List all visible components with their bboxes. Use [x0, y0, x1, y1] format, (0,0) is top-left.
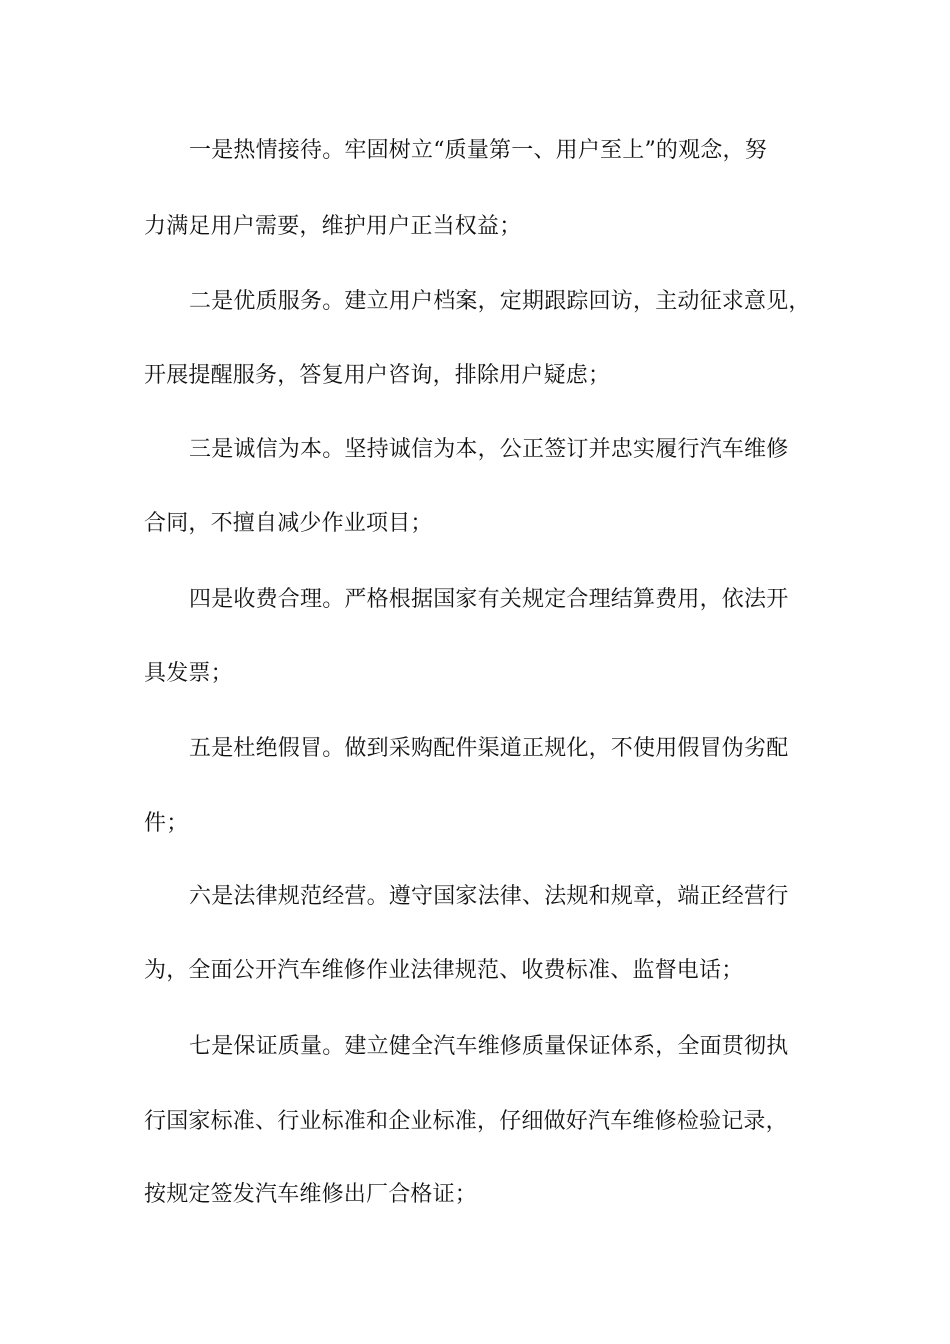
paragraph-6-line-1: 六是法律规范经营。遵守国家法律、法规和规章，端正经营行 [189, 884, 789, 909]
paragraph-4-line-2: 具发票； [144, 661, 233, 686]
paragraph-5-line-1: 五是杜绝假冒。做到采购配件渠道正规化，不使用假冒伪劣配 [189, 736, 789, 761]
paragraph-1-line-2: 力满足用户需要，维护用户正当权益； [144, 214, 522, 239]
paragraph-3-line-1: 三是诚信为本。坚持诚信为本，公正签订并忠实履行汽车维修 [189, 437, 789, 462]
paragraph-2-line-1: 二是优质服务。建立用户档案，定期跟踪回访，主动征求意见， [189, 289, 811, 314]
paragraph-5-line-2: 件； [144, 811, 189, 836]
paragraph-4-line-1: 四是收费合理。严格根据国家有关规定合理结算费用，依法开 [189, 587, 789, 612]
paragraph-7-line-1: 七是保证质量。建立健全汽车维修质量保证体系，全面贯彻执 [189, 1034, 789, 1059]
paragraph-6-line-2: 为，全面公开汽车维修作业法律规范、收费标准、监督电话； [144, 958, 744, 983]
paragraph-3-line-2: 合同，不擅自减少作业项目； [144, 511, 433, 536]
paragraph-7-line-3: 按规定签发汽车维修出厂合格证； [144, 1182, 478, 1207]
paragraph-2-line-2: 开展提醒服务，答复用户咨询，排除用户疑虑； [144, 363, 611, 388]
paragraph-7-line-2: 行国家标准、行业标准和企业标准，仔细做好汽车维修检验记录， [144, 1109, 788, 1134]
paragraph-1-line-1: 一是热情接待。牢固树立“质量第一、用户至上”的观念，努 [189, 138, 767, 163]
